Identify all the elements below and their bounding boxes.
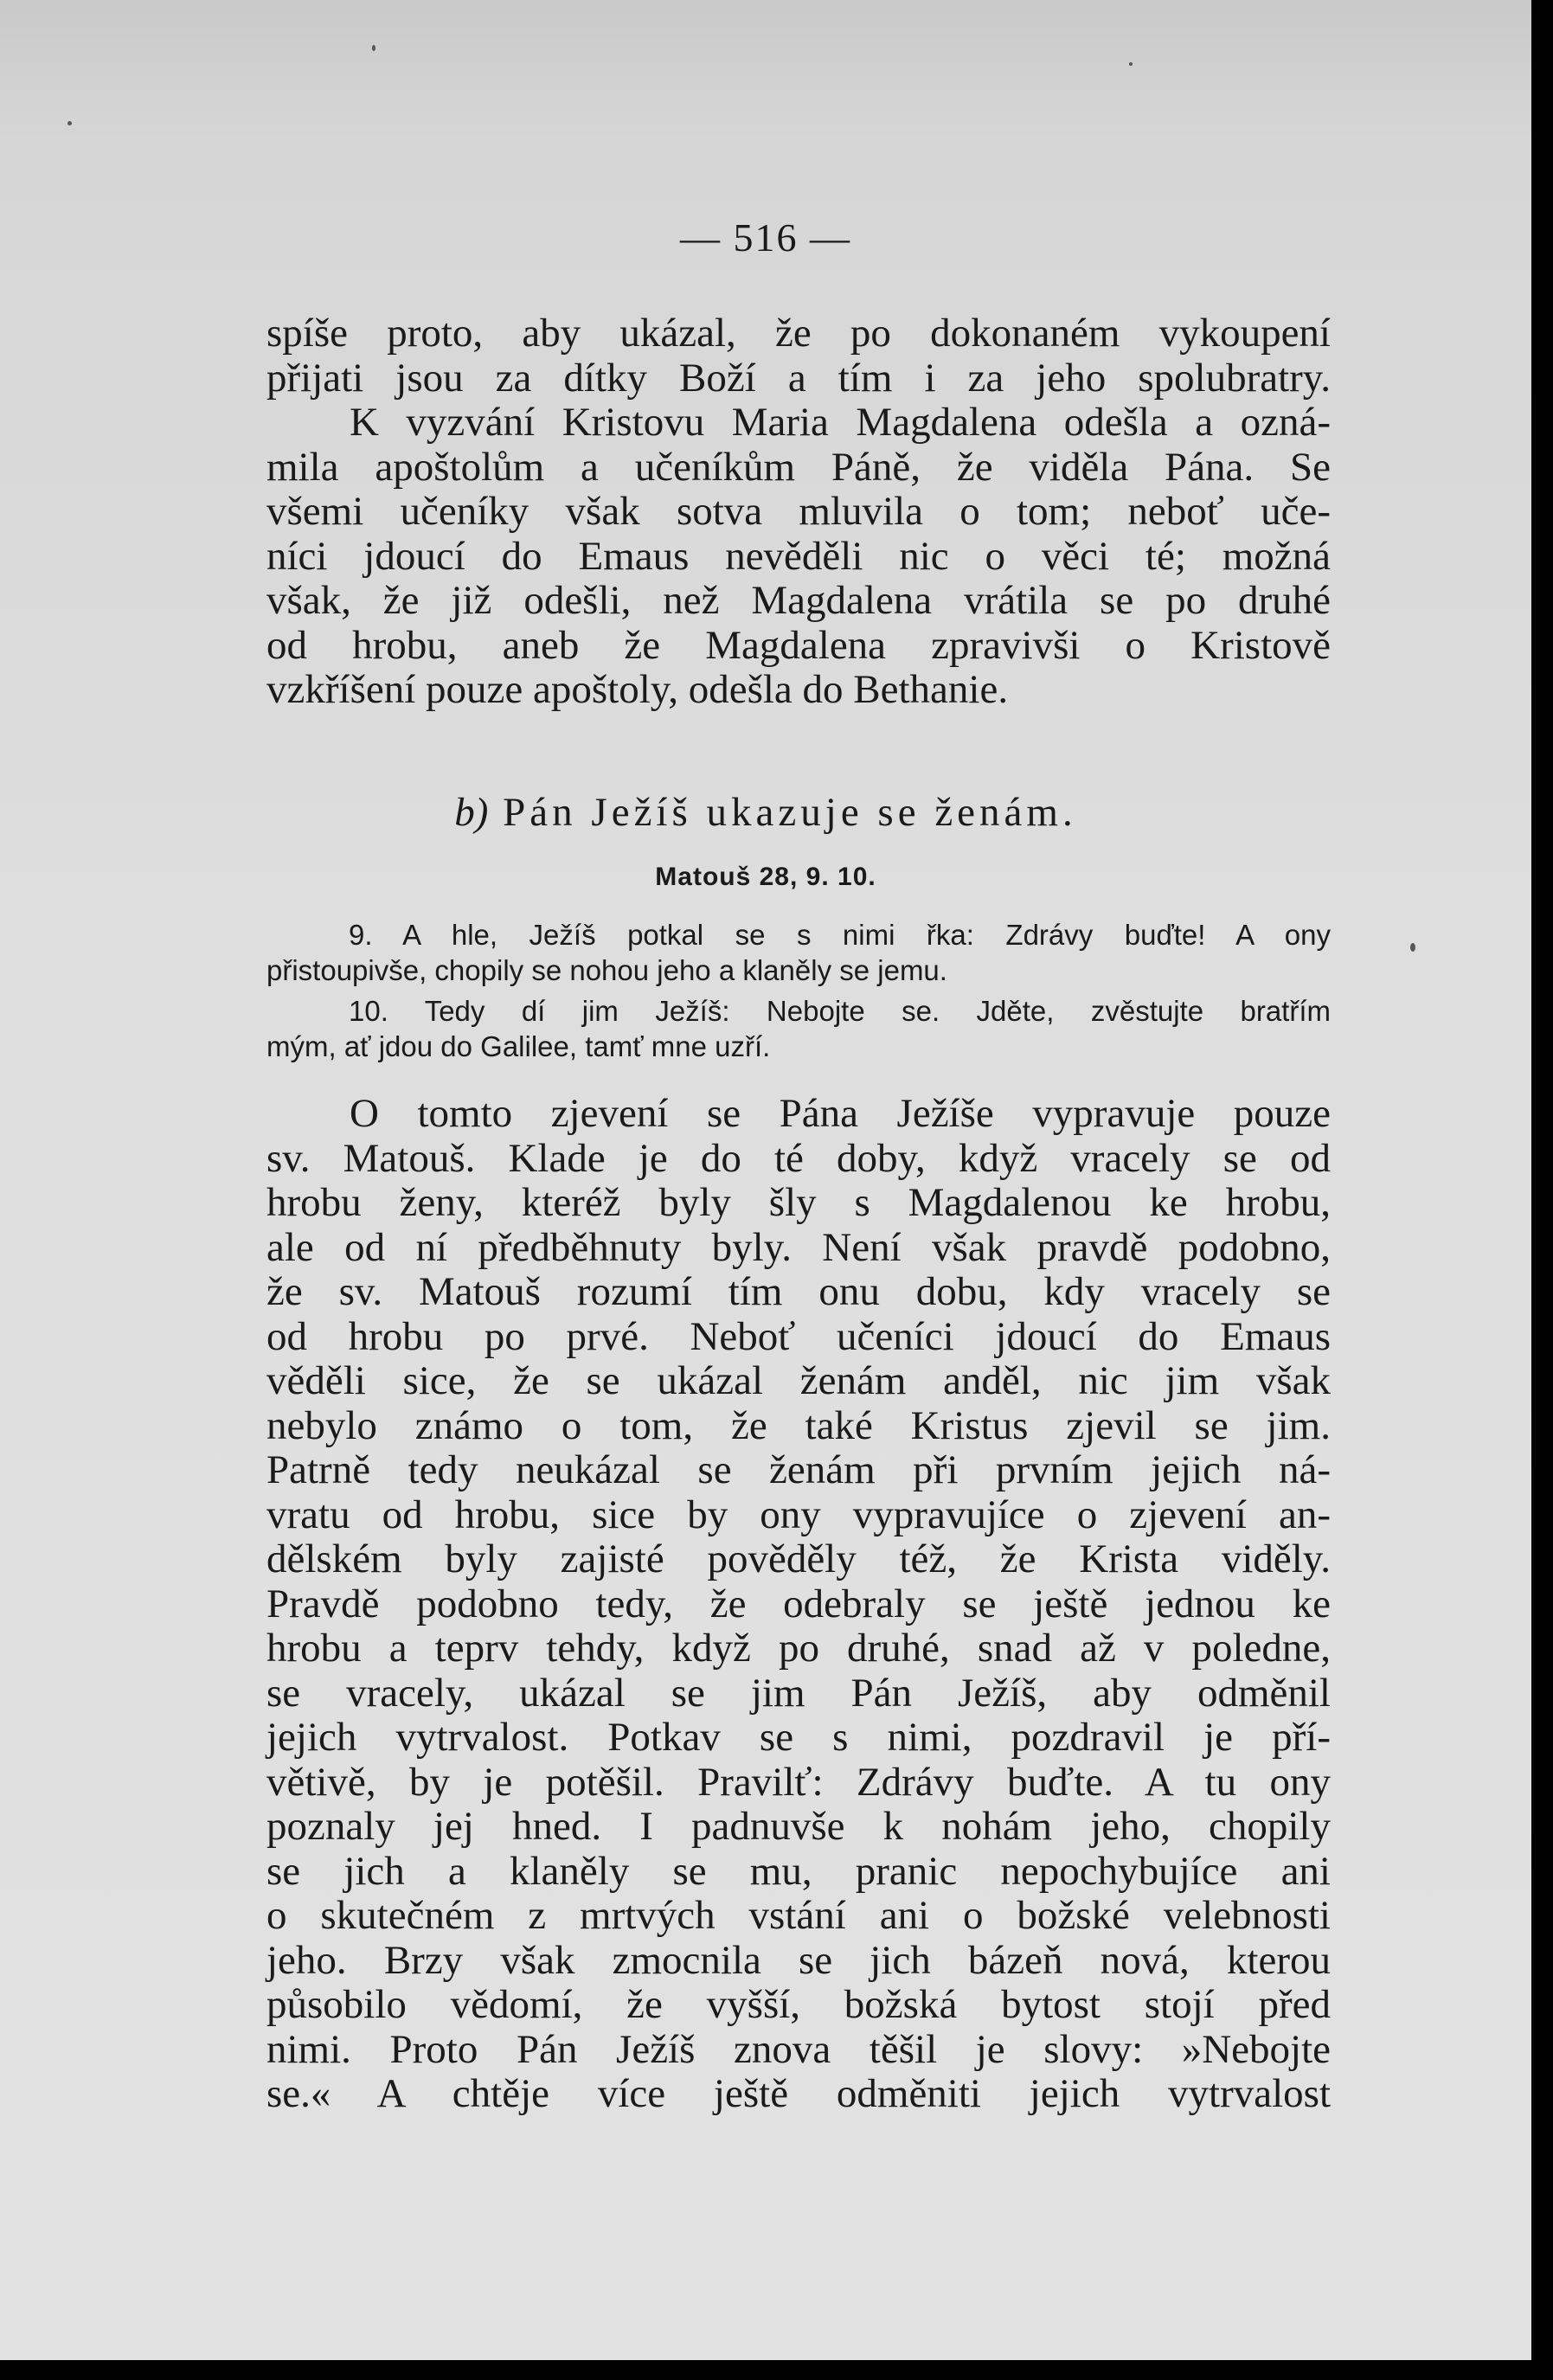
text-line: nebylo známo o tom, že také Kristus zjevil se jim. [266, 1402, 1331, 1448]
text-line: hrobu ženy, kteréž byly šly s Magdalenou ke hrobu, [266, 1180, 1331, 1225]
text-line: mila apoštolům a učeníkům Páně, že viděla Pána. Se [266, 444, 1331, 490]
text-line: však, že již odešli, než Magdalena vrátila se po druhé [266, 578, 1331, 623]
page-number: — 516 — [680, 215, 851, 260]
verse-line: 10. Tedy dí jim Ježíš: Nebojte se. Jděte, zvěstujte bratřím [349, 995, 1331, 1027]
scan-border-bottom [0, 2360, 1553, 2380]
paragraph-1 [266, 311, 1331, 713]
text-line: O tomto zjevení se Pána Ježíše vypravuje pouze [350, 1091, 1331, 1136]
text-line: od hrobu po prvé. Neboť učeníci jdoucí do Emaus [266, 1313, 1331, 1359]
text-line: jejich vytrvalost. Potkav se s nimi, pozdravil je pří- [266, 1715, 1331, 1760]
text-line: hrobu a teprv tehdy, když po druhé, snad až v poledne, [266, 1626, 1331, 1671]
scripture-reference: Matouš 28, 9. 10. [655, 863, 876, 891]
text-line: Pravdě podobno tedy, že odebraly se ještě jednou ke [266, 1581, 1331, 1626]
text-line: věděli sice, že se ukázal ženám anděl, nic jim však [266, 1358, 1331, 1403]
text-line: o skutečném z mrtvých vstání ani o božské velebnosti [266, 1893, 1331, 1938]
section-title: Pán Ježíš ukazuje se ženám. [503, 790, 1077, 835]
text-line: se jich a klaněly se mu, pranic nepochybujíce ani [266, 1848, 1331, 1894]
paper-speck [67, 121, 72, 125]
text-line: od hrobu, aneb že Magdalena zpravivši o Kristově [266, 622, 1331, 668]
paper-speck [1410, 943, 1415, 952]
text-line: spíše proto, aby ukázal, že po dokonaném vykoupení [266, 311, 1331, 356]
text-line: vratu od hrobu, sice by ony vypravujíce o zjevení an- [266, 1492, 1331, 1537]
text-line: dělském byly zajisté pověděly též, že Krista viděly. [266, 1536, 1331, 1581]
paper-speck [372, 45, 375, 51]
text-line: že sv. Matouš rozumí tím onu dobu, kdy vracely se [266, 1269, 1331, 1314]
text-line: přijati jsou za dítky Boží a tím i za jeho spolubratry. [266, 355, 1331, 401]
text-line: se vracely, ukázal se jim Pán Ježíš, aby odměnil [266, 1670, 1331, 1716]
section-marker: b) [454, 790, 489, 835]
text-line: K vyzvání Kristovu Maria Magdalena odešla a ozná- [350, 400, 1331, 445]
text-line: všemi učeníky však sotva mluvila o tom; neboť uče- [266, 489, 1331, 534]
text-line: větivě, by je potěšil. Pravilť: Zdrávy buďte. A tu ony [266, 1759, 1331, 1805]
text-line: Patrně tedy neukázal se ženám při prvním jejich ná- [266, 1447, 1331, 1492]
verse-line: přistoupivše, chopily se nohou jeho a klaněly se jemu. [266, 954, 947, 986]
text-line: působilo vědomí, že vyšší, božská bytost stojí před [266, 1982, 1331, 2027]
text-line: se.« A chtěje více ještě odměniti jejich vytrvalost [266, 2071, 1331, 2116]
verse-line: mým, ať jdou do Galilee, tamť mne uzří. [266, 1030, 771, 1062]
verse-10 [266, 993, 1331, 1064]
text-line: nimi. Proto Pán Ježíš znova těšil je slovy: »Nebojte [266, 2026, 1331, 2072]
text-line: ale od ní předběhnuty byly. Není však pravdě podobno, [266, 1224, 1331, 1270]
text-line: níci jdoucí do Emaus nevěděli nic o věci té; možná [266, 533, 1331, 579]
text-line: jeho. Brzy však zmocnila se jich bázeň nová, kterou [266, 1937, 1331, 1983]
text-line: poznaly jej hned. I padnuvše k nohám jeho, chopily [266, 1804, 1331, 1849]
section-heading [0, 789, 1531, 836]
paragraph-2 [266, 1092, 1331, 2117]
verse-line: 9. A hle, Ježíš potkal se s nimi řka: Zdrávy buďte! A ony [349, 919, 1331, 951]
paper-speck [1129, 62, 1133, 66]
text-line: sv. Matouš. Klade je do té doby, když vracely se od [266, 1135, 1331, 1181]
verse-9 [266, 917, 1331, 988]
scan-border-right [1531, 0, 1553, 2380]
text-line: vzkříšení pouze apoštoly, odešla do Bethanie. [266, 667, 1009, 712]
